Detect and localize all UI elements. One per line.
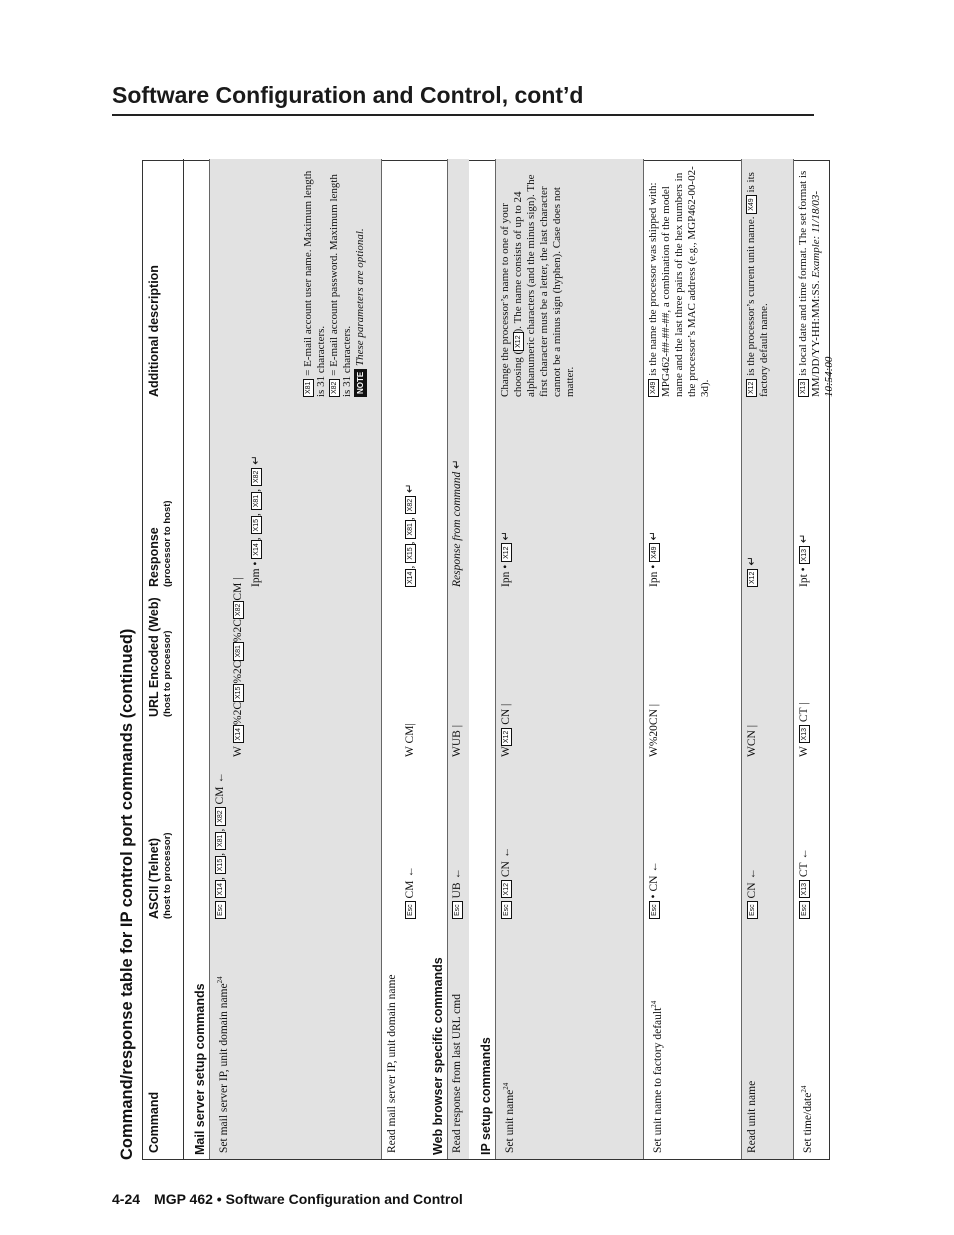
row-description: X81 = E-mail account user name. Maximum length is 31 characters. X82 = E-mail account password. Maximum length is 31 characters. NOTE These parameters are optional. [302, 170, 366, 397]
row-description: X13 is local date and time format. The set format is MM/DD/YY-HH:MM:SS. Example: 11/18/03-10:54:00 [797, 170, 835, 397]
row-response: Ipm • X14, X15, X81, X82 ↵ [250, 455, 262, 587]
row-ascii: Esc UB ← [451, 868, 465, 919]
row-command: Read response from last URL cmd [451, 994, 463, 1153]
row-response: X12 ↵ [746, 556, 760, 587]
table-row [209, 159, 381, 1159]
row-command: Set time/date$^{24}$ [800, 1085, 814, 1153]
row-response: Ipn • X12 ↵ [500, 530, 512, 587]
row-ascii: Esc X13 CT ← [798, 848, 812, 919]
row-url: W X13 CT | [798, 702, 810, 757]
row-ascii: Esc CM ← [404, 866, 418, 919]
row-response: X14, X15, X81, X82 ↵ [404, 483, 418, 587]
row-url: W CM| [404, 723, 416, 757]
table-row [643, 159, 741, 1159]
section-web: Web browser specific commands [431, 957, 445, 1155]
row-url: WCN | [746, 724, 758, 757]
table-caption: Command/response table for IP control port commands (continued) [118, 628, 136, 1160]
section-ip: IP setup commands [479, 1037, 493, 1155]
title-rule [112, 114, 814, 116]
col-command: Command [147, 1091, 161, 1153]
table-row [495, 159, 643, 1159]
row-url: W X14%2CX15%2CX81%2CX82CM | [232, 577, 244, 757]
row-command: Read mail server IP, unit domain name [386, 974, 398, 1153]
section-mail: Mail server setup commands [193, 983, 207, 1155]
row-url: W%20CN | [648, 703, 660, 757]
row-response: Response from command ↵ [451, 459, 463, 587]
row-response: Ipt • X13 ↵ [798, 533, 810, 587]
row-url: WX12 CN | [500, 703, 512, 757]
page-footer [112, 1191, 463, 1207]
row-response: Ipn • X49 ↵ [648, 530, 660, 587]
col-url: URL Encoded (Web) (host to processor) [147, 597, 173, 717]
table-row [741, 159, 793, 1159]
table-row [381, 159, 425, 1159]
row-command: Read unit name [746, 1080, 758, 1153]
col-ascii: ASCII (Telnet) (host to processor) [147, 832, 173, 919]
row-ascii: Esc X14, X15, X81, X82 CM ← [214, 772, 228, 919]
row-description: X12 is the processor’s current unit name. X49 is its factory default name. [745, 172, 770, 397]
row-url: WUB | [451, 724, 463, 757]
col-description: Additional description [147, 265, 161, 397]
row-command: Set mail server IP, unit domain name$^{24}$ [216, 976, 230, 1153]
row-command: Set unit name$^{24}$ [502, 1082, 516, 1153]
row-command: Set unit name to factory default$^{24}$ [650, 1000, 664, 1153]
row-description: X49 is the name the processor was shipped with: MPG462-##-##-##, a combination of the model name and the last three pairs of the hex numbers in the processor’s MAC address (e.g., MGP462-00-02-3d). [647, 166, 711, 397]
footer-text: MGP 462 • Software Configuration and Control [154, 1191, 463, 1207]
table-header [143, 159, 184, 1159]
row-description: Change the processor’s name to one of your choosing (X12). The name consists of up to 24 alphanumeric characters (and the minus sign). The first character must be a letter, the last character cannot be a minus sign (hyphen). Case does not matter. [499, 174, 576, 397]
row-ascii: Esc CN ← [746, 868, 760, 919]
page-number: 4-24 [112, 1191, 141, 1207]
command-table [142, 160, 835, 1160]
page-title: Software Configuration and Control, cont’d [112, 82, 584, 108]
rotated-table-area [112, 160, 835, 1160]
col-response: Response (processor to host) [147, 500, 173, 587]
table-row [793, 159, 833, 1159]
row-ascii: Esc X12 CN ← [500, 847, 514, 919]
row-ascii: Esc • CN ← [648, 861, 662, 919]
table-row [447, 159, 469, 1159]
note-badge: NOTE [354, 369, 367, 397]
